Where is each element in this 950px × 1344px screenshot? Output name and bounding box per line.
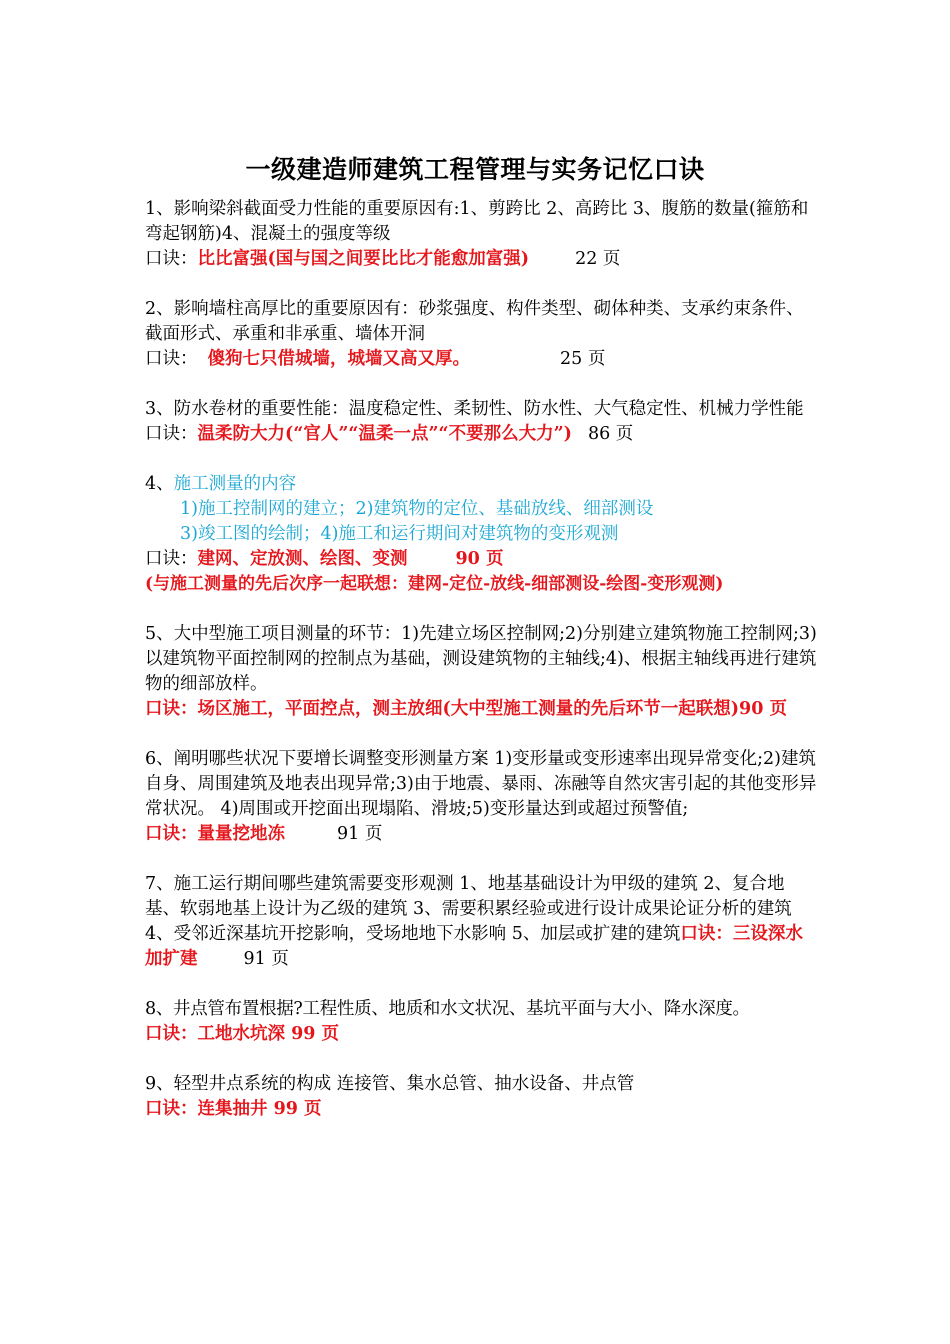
list-item (145, 622, 817, 722)
mnemonic-line (145, 822, 817, 847)
mnemonic-text: 口诀：三设深水加扩建 (145, 924, 803, 969)
mnemonic-label: 口诀： (145, 424, 198, 444)
mnemonic-text: 建网、定放测、绘图、变测 (197, 549, 408, 569)
page-ref: 22 页 (575, 249, 621, 269)
document-body (145, 197, 817, 1147)
item-number: 4、 (145, 474, 174, 494)
page-ref: 90 页 (455, 549, 504, 569)
mnemonic-label: 口诀： (145, 349, 198, 369)
item-heading-line (145, 472, 817, 497)
list-item (145, 197, 817, 272)
item-text: 3、防水卷材的重要性能：温度稳定性、柔韧性、防水性、大气稳定性、机械力学性能 (145, 399, 804, 419)
page-ref: 91 页 (337, 824, 383, 844)
mnemonic-text: 口诀：工地水坑深 99 页 (145, 1024, 340, 1044)
item-text: 8、井点管布置根据?工程性质、地质和水文状况、基坑平面与大小、降水深度。 (145, 999, 750, 1019)
item-text: 5、大中型施工项目测量的环节：1)先建立场区控制网;2)分别建立建筑物施工控制网;3)以建筑物平面控制网的控制点为基础，测设建筑物的主轴线;4)、根据主轴线再进行建筑物的细部放样。 (145, 624, 817, 694)
list-item (145, 997, 817, 1047)
list-item (145, 747, 817, 847)
list-item (145, 1072, 817, 1122)
item-text: 2、影响墙柱高厚比的重要原因有：砂浆强度、构件类型、砌体种类、支承约束条件、截面形式、承重和非承重、墙体开洞 (145, 299, 804, 344)
page-ref: 25 页 (560, 349, 606, 369)
mnemonic-line (145, 422, 817, 447)
list-item (145, 472, 817, 597)
list-item (145, 872, 817, 972)
sub-item: 3)竣工图的绘制；4)施工和运行期间对建筑物的变形观测 (180, 524, 619, 544)
mnemonic-text: 口诀：场区施工，平面控点，测主放细(大中型施工测量的先后环节一起联想)90 页 (145, 699, 788, 719)
item-text: 1、影响梁斜截面受力性能的重要原因有:1、剪跨比 2、高跨比 3、腹筋的数量(箍筋和弯起钢筋)4、混凝土的强度等级 (145, 199, 809, 244)
list-item (145, 397, 817, 447)
mnemonic-text: 口诀：量量挖地冻 (145, 824, 285, 844)
item-text: 6、阐明哪些状况下要增长调整变形测量方案 1)变形量或变形速率出现异常变化;2)建筑自身、周围建筑及地表出现异常;3)由于地震、暴雨、冻融等自然灾害引起的其他变形异常状况。 4)周围或开挖面出现塌陷、滑坡;5)变形量达到或超过预警值; (145, 749, 817, 819)
list-item (145, 297, 817, 372)
mnemonic-line (145, 347, 817, 372)
page-ref: 91 页 (243, 949, 289, 969)
mnemonic-note: (与施工测量的先后次序一起联想：建网-定位-放线-细部测设-绘图-变形观测) (145, 574, 724, 594)
page-title: 一级建造师建筑工程管理与实务记忆口诀 (245, 155, 705, 184)
page-ref: 86 页 (587, 424, 634, 444)
item-heading: 施工测量的内容 (173, 474, 297, 494)
mnemonic-line (145, 247, 817, 272)
mnemonic-text: 口诀：连集抽井 99 页 (145, 1099, 322, 1119)
mnemonic-label: 口诀： (145, 249, 198, 269)
mnemonic-text: 温柔防大力(“官人”“温柔一点”“不要那么大力”) (197, 424, 572, 444)
item-text: 9、轻型井点系统的构成 连接管、集水总管、抽水设备、井点管 (145, 1074, 635, 1094)
mnemonic-label: 口诀： (145, 549, 198, 569)
item-text: 7、施工运行期间哪些建筑需要变形观测 1、地基基础设计为甲级的建筑 2、复合地基、软弱地基上设计为乙级的建筑 3、需要积累经验或进行设计成果论证分析的建筑 4、受邻近深基坑开挖影响，受场地地下水影响 5、加层或扩建的建筑口诀：三设深水加扩建 91 页 (145, 874, 803, 969)
mnemonic-text: 傻狗七只借城墙，城墙又高又厚。 (207, 349, 470, 369)
mnemonic-text: 比比富强(国与国之间要比比才能愈加富强) (197, 249, 530, 269)
mnemonic-line (145, 547, 817, 572)
sub-item: 1)施工控制网的建立；2)建筑物的定位、基础放线、细部测设 (180, 499, 654, 519)
